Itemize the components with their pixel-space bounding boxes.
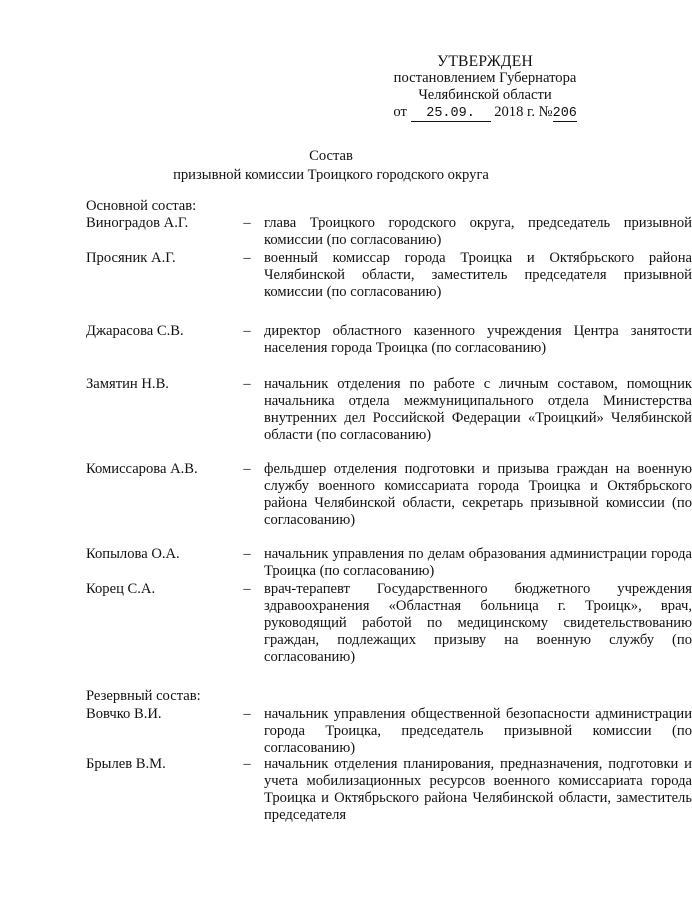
member-role: фельдшер отделения подготовки и призыва граждан на военную службу военного комиссариата города Троицка и Октябрьского района Челябинской области, секретарь призывной комиссии (по согласованию) xyxy=(264,461,692,528)
member-name: Корец С.А. xyxy=(86,581,156,597)
member-name: Виноградов А.Г. xyxy=(86,215,189,231)
member-dash: – xyxy=(243,376,251,392)
member-dash: – xyxy=(243,323,251,339)
approval-line-2: Челябинской области xyxy=(418,87,552,103)
member-name: Вовчко В.И. xyxy=(86,706,162,722)
member-dash: – xyxy=(243,581,251,597)
member-dash: – xyxy=(243,756,251,772)
approval-line-1: постановлением Губернатора xyxy=(393,70,577,86)
member-dash: – xyxy=(243,215,251,231)
member-dash: – xyxy=(243,250,251,266)
member-dash: – xyxy=(243,546,251,562)
date-field: 25.09. xyxy=(411,107,491,122)
member-name: Комиссарова А.В. xyxy=(86,461,198,477)
member-role: начальник отделения по работе с личным составом, помощник начальника отдела межмуниципального отдела Министерства внутренних дел Российской Федерации «Троицкий» Челябинской области (по согласованию) xyxy=(264,376,692,443)
member-role: начальник управления общественной безопасности администрации города Троицка, председатель призывной комиссии (по согласованию) xyxy=(264,706,692,756)
member-name: Брылев В.М. xyxy=(86,756,166,772)
approval-date-line xyxy=(380,104,590,122)
member-name: Копылова О.А. xyxy=(86,546,180,562)
approval-heading: УТВЕРЖДЕН xyxy=(437,53,533,70)
date-prefix: от xyxy=(393,104,407,120)
title-line-2: призывной комиссии Троицкого городского округа xyxy=(173,167,489,183)
member-role: врач-терапевт Государственного бюджетного учреждения здравоохранения «Областная больница г. Троицк», врач, руководящий работой по медицинскому свидетельствованию граждан, подлежащих призыву на военную службу (по согласованию) xyxy=(264,581,692,665)
member-role: начальник отделения планирования, предназначения, подготовки и учета мобилизационных ресурсов военного комиссариата города Троицка и Октябрьского района Челябинской области, заместитель председателя xyxy=(264,756,692,823)
member-role: глава Троицкого городского округа, председатель призывной комиссии (по согласованию) xyxy=(264,215,692,248)
document-title xyxy=(0,147,640,185)
member-role: начальник управления по делам образования администрации города Троицка (по согласованию) xyxy=(264,546,692,579)
approval-stamp xyxy=(380,53,590,122)
title-line-1: Состав xyxy=(309,148,353,164)
member-name: Просяник А.Г. xyxy=(86,250,176,266)
member-name: Замятин Н.В. xyxy=(86,376,169,392)
member-role: военный комиссар города Троицка и Октябрьского района Челябинской области, заместитель председателя призывной комиссии (по согласованию) xyxy=(264,250,692,300)
section-reserve-label: Резервный состав: xyxy=(86,688,201,704)
decree-number: 206 xyxy=(552,106,577,121)
section-main-label: Основной состав: xyxy=(86,198,197,214)
year-text: 2018 г. № xyxy=(494,104,553,120)
member-dash: – xyxy=(243,706,251,722)
member-role: директор областного казенного учреждения Центра занятости населения города Троицка (по согласованию) xyxy=(264,323,692,356)
member-name: Джарасова С.В. xyxy=(86,323,184,339)
member-dash: – xyxy=(243,461,251,477)
